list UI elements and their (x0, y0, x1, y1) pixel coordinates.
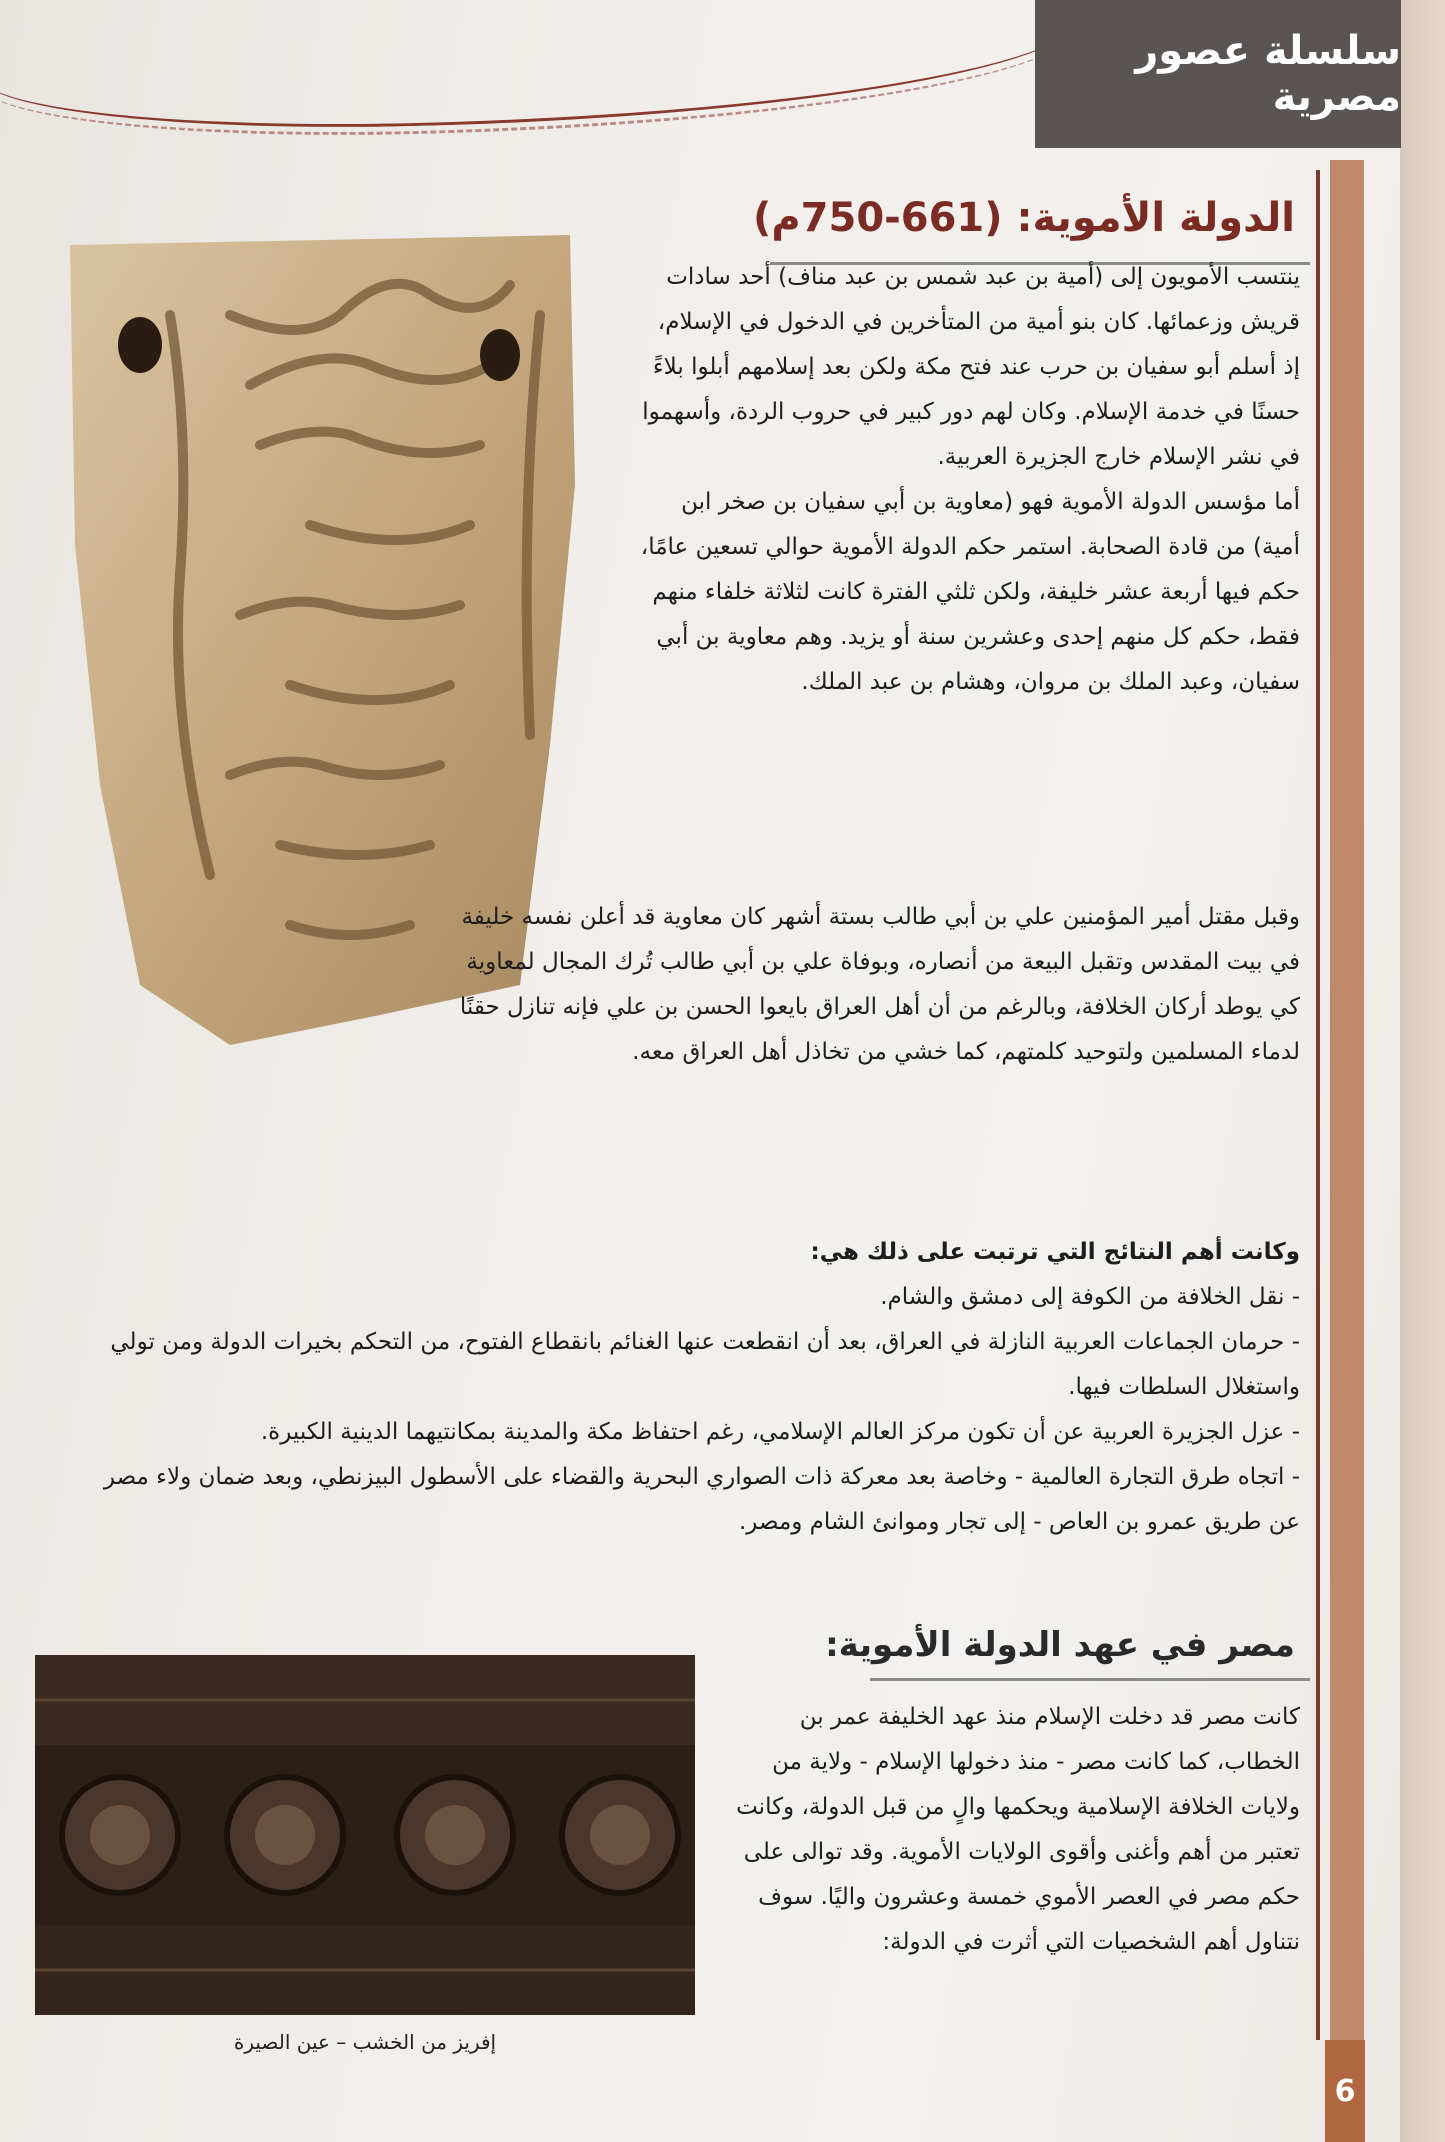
results-heading: وكانت أهم النتائج التي ترتبت على ذلك هي: (810, 1239, 1300, 1265)
section-title-egypt: مصر في عهد الدولة الأموية: (825, 1625, 1295, 1665)
result-item: - نقل الخلافة من الكوفة إلى دمشق والشام. (880, 1284, 1300, 1310)
section-title-umayyad: الدولة الأموية: (661-750م) (753, 195, 1295, 241)
border-line (1316, 170, 1320, 2040)
decorative-dashed-curve (0, 0, 1082, 145)
intro-paragraph (640, 255, 1300, 705)
page-number: 6 (1325, 2040, 1365, 2142)
result-item: - اتجاه طرق التجارة العالمية - وخاصة بعد معركة ذات الصواري البحرية والقضاء على الأسطول البيزنطي، وبعد ضمان ولاء مصر عن طريق عمرو بن العاص - إلى تجار وموانئ الشام ومصر. (103, 1464, 1300, 1535)
page-edge (1400, 0, 1445, 2142)
paragraph-egypt: كانت مصر قد دخلت الإسلام منذ عهد الخليفة عمر بن الخطاب، كما كانت مصر - منذ دخولها الإسلام - ولاية من ولايات الخلافة الإسلامية ويحكمها والٍ من قبل الدولة، وكانت تعتبر من أهم وأغنى وأقوى الولايات الأموية. وقد توالى على حكم مصر في العصر الأموي خمسة وعشرون واليًا. سوف نتناول أهم الشخصيات التي أثرت في الدولة: (736, 1704, 1300, 1955)
wooden-frieze-image (35, 1655, 695, 2015)
paragraph-origin: ينتسب الأمويون إلى (أمية بن عبد شمس بن عبد مناف) أحد سادات قريش وزعمائها. كان بنو أمية من المتأخرين في الدخول في الإسلام، إذ أسلم أبو سفيان بن حرب عند فتح مكة ولكن بعد إسلامهم أبلوا بلاءً حسنًا في خدمة الإسلام. وكان لهم دور كبير في حروب الردة، وأسهموا في نشر الإسلام خارج الجزيرة العربية. (642, 264, 1300, 470)
subtitle-underline (870, 1678, 1310, 1681)
side-strip (1330, 160, 1364, 2040)
result-item: - حرمان الجماعات العربية النازلة في العراق، بعد أن انقطعت عنها الغنائم بانقطاع الفتوح، من التحكم بخيرات الدولة ومن تولي واستغلال السلطات فيها. (110, 1329, 1300, 1400)
result-item: - عزل الجزيرة العربية عن أن تكون مركز العالم الإسلامي، رغم احتفاظ مكة والمدينة بمكانتيهما الدينية الكبيرة. (260, 1419, 1300, 1445)
image-caption: إفريز من الخشب – عين الصيرة (233, 2030, 497, 2054)
paragraph-caliphate: وقبل مقتل أمير المؤمنين علي بن أبي طالب بستة أشهر كان معاوية قد أعلن نفسه خليفة في بيت المقدس وتقبل البيعة من أنصاره، وبوفاة علي بن أبي طالب تُرك المجال لمعاوية كي يوطد أركان الخلافة، وبالرغم من أن أهل العراق بايعوا الحسن بن علي فإنه تنازل حقنًا لدماء المسلمين ولتوحيد كلمتهم، كما خشي من تخاذل أهل العراق معه. (459, 904, 1300, 1065)
series-label: سلسلة عصور مصرية (1035, 0, 1401, 148)
paragraph-founder: أما مؤسس الدولة الأموية فهو (معاوية بن أبي سفيان بن صخر ابن أمية) من قادة الصحابة. استمر حكم الدولة الأموية حوالي تسعين عامًا، حكم فيها أربعة عشر خليفة، ولكن ثلثي الفترة كانت لثلاثة خلفاء منهم فقط، حكم كل منهم إحدى وعشرين سنة أو يزيد. وهم معاوية بن أبي سفيان، وعبد الملك بن مروان، وهشام بن عبد الملك. (640, 489, 1300, 695)
results-block (80, 1230, 1300, 1545)
